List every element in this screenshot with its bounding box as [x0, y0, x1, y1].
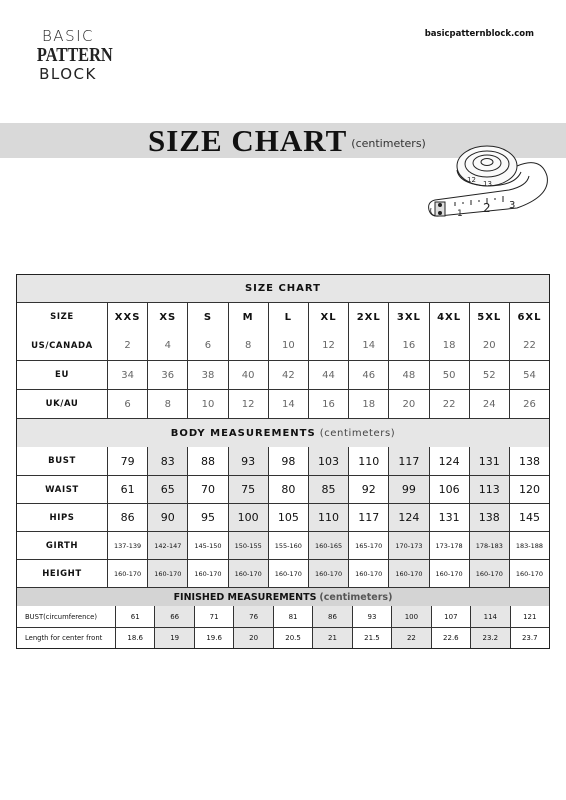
logo-line-block: BLOCK [39, 65, 97, 83]
table-cell: 138 [469, 504, 509, 531]
table-cell: 107 [431, 606, 470, 627]
table-cell: 81 [273, 606, 312, 627]
size-column-header: 4XL [429, 303, 469, 331]
table-cell: 100 [228, 504, 268, 531]
table-cell: 173-178 [429, 532, 469, 559]
table-cell: 38 [187, 361, 227, 389]
row-label: HIPS [49, 512, 75, 523]
table-row [17, 475, 549, 503]
table-cell: 4 [147, 331, 187, 360]
body-measurements-unit: (centimeters) [319, 427, 396, 439]
size-column-header: M [228, 303, 268, 331]
table-cell: 65 [147, 476, 187, 503]
table-cell: 19 [154, 628, 193, 648]
table-cell: 23.2 [470, 628, 509, 648]
table-cell: 10 [187, 390, 227, 418]
table-row [17, 531, 549, 559]
table-cell: 14 [348, 331, 388, 360]
logo-line-basic: BASIC [41, 27, 94, 45]
table-cell: 70 [187, 476, 227, 503]
table-cell: 98 [268, 447, 308, 475]
table-cell: 16 [308, 390, 348, 418]
table-cell: 85 [308, 476, 348, 503]
size-column-header: XS [147, 303, 187, 331]
tape-marks [457, 176, 515, 219]
table-cell: 106 [429, 476, 469, 503]
table-cell: 50 [429, 361, 469, 389]
table-cell: 71 [194, 606, 233, 627]
table-cell: 36 [147, 361, 187, 389]
table-cell: 22 [429, 390, 469, 418]
size-chart-title: SIZE CHART [244, 283, 321, 294]
table-cell: 20.5 [273, 628, 312, 648]
table-cell: 105 [268, 504, 308, 531]
row-label: BUST(circumference) [25, 612, 97, 621]
table-cell: 113 [469, 476, 509, 503]
table-cell: 124 [388, 504, 428, 531]
row-label: UK/AU [45, 399, 79, 409]
table-row [17, 389, 549, 418]
table-cell: 90 [147, 504, 187, 531]
table-cell: 18 [429, 331, 469, 360]
tape-mark-3: 3 [509, 200, 516, 211]
table-row [17, 503, 549, 531]
row-label: Length for center front [25, 634, 103, 642]
table-cell: 6 [187, 331, 227, 360]
table-cell: 12 [308, 331, 348, 360]
table-cell: 18 [348, 390, 388, 418]
table-cell: 20 [469, 331, 509, 360]
table-cell: 124 [429, 447, 469, 475]
table-cell: 100 [391, 606, 430, 627]
page-title-unit: (centimeters) [351, 137, 426, 150]
table-cell: 26 [509, 390, 549, 418]
logo-line-pattern: PATTERN [36, 44, 113, 66]
table-cell: 80 [268, 476, 308, 503]
table-cell: 160-170 [348, 560, 388, 587]
table-cell: 22.6 [431, 628, 470, 648]
table-cell: 42 [268, 361, 308, 389]
table-cell: 76 [233, 606, 272, 627]
table-cell: 18.6 [115, 628, 154, 648]
table-cell: 93 [352, 606, 391, 627]
table-cell: 22 [391, 628, 430, 648]
table-cell: 160-165 [308, 532, 348, 559]
size-column-header: XXS [107, 303, 147, 331]
table-cell: 120 [509, 476, 549, 503]
size-column-header: 3XL [388, 303, 428, 331]
tape-mark-2: 2 [483, 201, 491, 215]
row-label: US/CANADA [31, 340, 93, 351]
table-cell: 16 [388, 331, 428, 360]
table-cell: 121 [510, 606, 549, 627]
size-column-header: 2XL [348, 303, 388, 331]
table-cell: 110 [308, 504, 348, 531]
measuring-tape-icon [425, 136, 555, 226]
table-cell: 23.7 [510, 628, 549, 648]
table-cell: 145 [509, 504, 549, 531]
finished-measurements-header [17, 587, 549, 606]
table-cell: 95 [187, 504, 227, 531]
table-row [17, 447, 549, 475]
size-chart-table [16, 274, 550, 649]
finished-measurements-unit: (centimeters) [319, 591, 393, 603]
table-cell: 24 [469, 390, 509, 418]
table-row [17, 331, 549, 360]
table-cell: 83 [147, 447, 187, 475]
table-cell: 138 [509, 447, 549, 475]
table-cell: 44 [308, 361, 348, 389]
table-cell: 46 [348, 361, 388, 389]
table-cell: 137-139 [107, 532, 147, 559]
table-cell: 40 [228, 361, 268, 389]
table-cell: 160-170 [187, 560, 227, 587]
table-cell: 170-173 [388, 532, 428, 559]
row-label: EU [55, 370, 69, 380]
table-cell: 178-183 [469, 532, 509, 559]
table-cell: 160-170 [388, 560, 428, 587]
size-column-header: S [187, 303, 227, 331]
tape-mark-1: 1 [457, 209, 463, 219]
size-column-header: 5XL [469, 303, 509, 331]
row-label: BUST [48, 456, 76, 466]
table-cell: 160-170 [308, 560, 348, 587]
table-cell: 20 [233, 628, 272, 648]
table-cell: 14 [268, 390, 308, 418]
table-cell: 8 [228, 331, 268, 360]
table-cell: 92 [348, 476, 388, 503]
size-label: SIZE [50, 312, 74, 322]
table-cell: 79 [107, 447, 147, 475]
table-cell: 145-150 [187, 532, 227, 559]
table-cell: 183-188 [509, 532, 549, 559]
site-url[interactable]: basicpatternblock.com [424, 29, 534, 39]
table-cell: 86 [312, 606, 351, 627]
table-cell: 21.5 [352, 628, 391, 648]
size-chart-header [17, 275, 549, 302]
table-cell: 131 [429, 504, 469, 531]
table-cell: 110 [348, 447, 388, 475]
table-cell: 88 [187, 447, 227, 475]
table-cell: 160-170 [268, 560, 308, 587]
table-cell: 10 [268, 331, 308, 360]
table-cell: 12 [228, 390, 268, 418]
page-title [148, 123, 426, 158]
table-cell: 34 [107, 361, 147, 389]
finished-measurements-title: FINISHED MEASUREMENTS [173, 591, 317, 603]
table-cell: 61 [107, 476, 147, 503]
table-row [17, 559, 549, 587]
table-cell: 2 [107, 331, 147, 360]
tape-mark-12: 12 [467, 176, 476, 184]
table-cell: 52 [469, 361, 509, 389]
table-cell: 165-170 [348, 532, 388, 559]
table-cell: 150-155 [228, 532, 268, 559]
table-cell: 22 [509, 331, 549, 360]
table-cell: 160-170 [147, 560, 187, 587]
table-cell: 117 [348, 504, 388, 531]
logo [30, 27, 113, 83]
size-column-header: 6XL [509, 303, 549, 331]
table-cell: 160-170 [107, 560, 147, 587]
table-cell: 142-147 [147, 532, 187, 559]
table-cell: 54 [509, 361, 549, 389]
table-cell: 8 [147, 390, 187, 418]
table-row [17, 606, 549, 627]
table-row [17, 360, 549, 389]
table-cell: 114 [470, 606, 509, 627]
table-cell: 131 [469, 447, 509, 475]
table-cell: 117 [388, 447, 428, 475]
table-cell: 160-170 [228, 560, 268, 587]
body-measurements-header [17, 418, 549, 447]
table-cell: 160-170 [509, 560, 549, 587]
table-cell: 103 [308, 447, 348, 475]
size-column-header: L [268, 303, 308, 331]
tape-mark-13: 13 [483, 180, 492, 188]
row-label: WAIST [45, 484, 79, 495]
table-cell: 20 [388, 390, 428, 418]
table-cell: 160-170 [429, 560, 469, 587]
row-label: HEIGHT [42, 568, 82, 579]
table-cell: 155-160 [268, 532, 308, 559]
row-label: GIRTH [45, 540, 79, 551]
page-title-main: SIZE CHART [148, 122, 348, 158]
size-header-row [17, 302, 549, 331]
body-measurements-title: BODY MEASUREMENTS [170, 427, 316, 439]
table-cell: 6 [107, 390, 147, 418]
table-cell: 61 [115, 606, 154, 627]
table-row [17, 627, 549, 648]
table-cell: 19.6 [194, 628, 233, 648]
table-cell: 93 [228, 447, 268, 475]
table-cell: 75 [228, 476, 268, 503]
table-cell: 99 [388, 476, 428, 503]
table-cell: 48 [388, 361, 428, 389]
table-cell: 86 [107, 504, 147, 531]
table-cell: 66 [154, 606, 193, 627]
table-cell: 21 [312, 628, 351, 648]
table-cell: 160-170 [469, 560, 509, 587]
size-column-header: XL [308, 303, 348, 331]
